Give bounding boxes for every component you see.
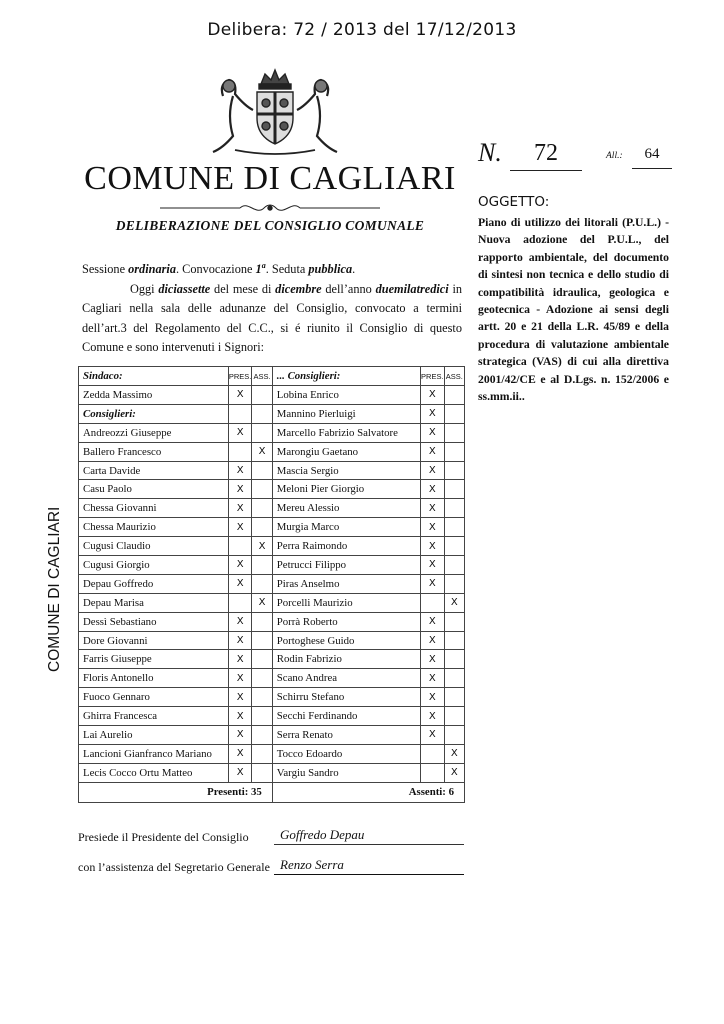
table-row	[79, 386, 465, 405]
table-row	[79, 480, 465, 499]
n-label: N.	[478, 138, 502, 167]
absence-mark	[444, 612, 464, 631]
absence-mark	[252, 726, 272, 745]
presence-mark	[421, 763, 445, 782]
member-name: Lai Aurelio	[79, 726, 229, 745]
absence-mark	[252, 574, 272, 593]
table-header-row	[79, 367, 465, 386]
attendance-table	[78, 366, 465, 803]
presenti-total: Presenti: 35	[79, 782, 273, 802]
presence-mark: X	[228, 763, 252, 782]
member-name: Serra Renato	[272, 726, 420, 745]
member-name: Cugusi Giorgio	[79, 556, 229, 575]
absence-mark	[252, 612, 272, 631]
ass-header: ASS.	[252, 367, 272, 386]
absence-mark	[252, 386, 272, 405]
absence-mark	[444, 688, 464, 707]
member-name: Murgia Marco	[272, 518, 420, 537]
presence-mark: X	[421, 631, 445, 650]
member-name: Schirru Stefano	[272, 688, 420, 707]
member-name: Casu Paolo	[79, 480, 229, 499]
member-name: Mannino Pierluigi	[272, 404, 420, 423]
presiede-label: Presiede il Presidente del Consiglio	[78, 830, 249, 844]
member-name: Marongiu Gaetano	[272, 442, 420, 461]
presence-mark: X	[421, 726, 445, 745]
member-name: Carta Davide	[79, 461, 229, 480]
pres-header: PRES.	[228, 367, 252, 386]
absence-mark: X	[444, 744, 464, 763]
deliberation-number: 72	[534, 140, 558, 166]
presence-mark: X	[228, 461, 252, 480]
presence-mark: X	[228, 612, 252, 631]
presence-mark: X	[421, 556, 445, 575]
member-name: Perra Raimondo	[272, 537, 420, 556]
member-name: Mereu Alessio	[272, 499, 420, 518]
presence-mark: X	[421, 423, 445, 442]
presence-mark	[228, 537, 252, 556]
session-intro	[82, 256, 462, 358]
presence-mark: X	[421, 707, 445, 726]
absence-mark	[252, 556, 272, 575]
absence-mark	[444, 537, 464, 556]
presence-mark: X	[228, 574, 252, 593]
member-name: Secchi Ferdinando	[272, 707, 420, 726]
presence-mark: X	[421, 537, 445, 556]
deliberazione-subtitle: DELIBERAZIONE DEL CONSIGLIO COMUNALE	[115, 218, 425, 233]
pres-header: PRES.	[421, 367, 445, 386]
segretario-name: Renzo Serra	[280, 857, 344, 872]
absence-mark	[252, 499, 272, 518]
absence-mark	[252, 744, 272, 763]
consiglieri-header: ... Consiglieri:	[272, 367, 420, 386]
table-row	[79, 744, 465, 763]
presence-mark	[228, 593, 252, 612]
member-name: Meloni Pier Giorgio	[272, 480, 420, 499]
table-row	[79, 612, 465, 631]
member-name: Mascia Sergio	[272, 461, 420, 480]
table-row	[79, 688, 465, 707]
member-name: Dessì Sebastiano	[79, 612, 229, 631]
member-name: Marcello Fabrizio Salvatore	[272, 423, 420, 442]
table-row	[79, 763, 465, 782]
presence-mark: X	[228, 631, 252, 650]
presence-mark: X	[421, 461, 445, 480]
absence-mark	[444, 669, 464, 688]
oggetto-text: Piano di utilizzo dei litorali (P.U.L.) - Nuova adozione del P.U.L., del rapporto ambientale, del documento di sintesi non tecnica e dello studio di compatibilità idraulica, geologica e geotecnica - Adozione ai sensi degli artt. 20 e 21 della L.R. 45/89 e della procedura di valutazione ambientale strategica (VAS) di cui alla direttiva 2001/42/CE e al D.Lgs. n. 152/2006 e ss.mm.ii..	[478, 216, 669, 404]
member-name: Rodin Fabrizio	[272, 650, 420, 669]
absence-mark	[444, 650, 464, 669]
allegati-label: All.:	[606, 151, 623, 161]
n-underline	[510, 170, 582, 171]
member-name: Chessa Maurizio	[79, 518, 229, 537]
member-name: Dore Giovanni	[79, 631, 229, 650]
member-name: Porcelli Maurizio	[272, 593, 420, 612]
segretario-row	[78, 857, 344, 875]
member-name: Cugusi Claudio	[79, 537, 229, 556]
member-name: Porrà Roberto	[272, 612, 420, 631]
absence-mark	[444, 518, 464, 537]
cagliari-coat-of-arms-icon	[205, 66, 345, 160]
member-name: Depau Goffredo	[79, 574, 229, 593]
absence-mark	[252, 688, 272, 707]
absence-mark	[252, 423, 272, 442]
member-name: Floris Antonello	[79, 669, 229, 688]
member-name: Portoghese Guido	[272, 631, 420, 650]
table-row	[79, 461, 465, 480]
sindaco-header: Sindaco:	[79, 367, 229, 386]
absence-mark	[252, 404, 272, 423]
absence-mark	[252, 480, 272, 499]
absence-mark	[252, 461, 272, 480]
member-name: Ballero Francesco	[79, 442, 229, 461]
absence-mark: X	[444, 763, 464, 782]
absence-mark	[252, 669, 272, 688]
presence-mark: X	[421, 669, 445, 688]
vertical-side-label: COMUNE DI CAGLIARI	[46, 506, 63, 672]
absence-mark	[252, 650, 272, 669]
table-row	[79, 518, 465, 537]
table-row	[79, 499, 465, 518]
member-name: Ghirra Francesca	[79, 707, 229, 726]
table-row	[79, 442, 465, 461]
presence-mark: X	[421, 612, 445, 631]
presence-mark: X	[228, 499, 252, 518]
table-row	[79, 537, 465, 556]
presence-mark: X	[228, 556, 252, 575]
member-name: Lancioni Gianfranco Mariano	[79, 744, 229, 763]
presence-mark	[228, 442, 252, 461]
assenti-total: Assenti: 6	[272, 782, 464, 802]
consiglieri-section-label: Consiglieri:	[79, 404, 229, 423]
table-row	[79, 726, 465, 745]
member-name: Piras Anselmo	[272, 574, 420, 593]
presence-mark: X	[421, 499, 445, 518]
absence-mark	[444, 423, 464, 442]
presence-mark: X	[421, 688, 445, 707]
absence-mark	[252, 707, 272, 726]
member-name: Scano Andrea	[272, 669, 420, 688]
oggetto-label: OGGETTO:	[478, 194, 550, 210]
presence-mark: X	[228, 650, 252, 669]
absence-mark	[444, 556, 464, 575]
presence-mark: X	[228, 518, 252, 537]
member-name: Lobina Enrico	[272, 386, 420, 405]
absence-mark: X	[252, 593, 272, 612]
absence-mark	[252, 631, 272, 650]
absence-mark	[444, 574, 464, 593]
member-name: Depau Marisa	[79, 593, 229, 612]
absence-mark	[444, 499, 464, 518]
presence-mark: X	[228, 726, 252, 745]
presence-mark: X	[421, 574, 445, 593]
table-row	[79, 631, 465, 650]
presence-mark: X	[228, 688, 252, 707]
presiede-name: Goffredo Depau	[280, 827, 365, 842]
presence-mark: X	[228, 480, 252, 499]
presence-mark: X	[228, 707, 252, 726]
allegati-underline	[632, 168, 672, 169]
date-line: Oggi diciassette del mese di dicembre dell’anno duemilatredici in Cagliari nella sala delle adunanze del Consiglio, convocato a termini dell’art.3 del Regolamento del C.C., si é riunito il Consiglio di questo Comune e sono intervenuti i Signori:	[82, 281, 463, 355]
absence-mark	[444, 404, 464, 423]
absence-mark	[444, 386, 464, 405]
member-name: Lecis Cocco Ortu Matteo	[79, 763, 229, 782]
table-row	[79, 556, 465, 575]
absence-mark	[444, 442, 464, 461]
absence-mark	[444, 461, 464, 480]
table-row	[79, 404, 465, 423]
presence-mark	[421, 744, 445, 763]
comune-title: COMUNE DI CAGLIARI	[84, 160, 456, 197]
absence-mark	[444, 631, 464, 650]
table-row	[79, 707, 465, 726]
ass-header: ASS.	[444, 367, 464, 386]
absence-mark	[252, 763, 272, 782]
member-name: Petrucci Filippo	[272, 556, 420, 575]
table-row	[79, 669, 465, 688]
presence-mark: X	[228, 423, 252, 442]
presence-mark	[421, 593, 445, 612]
table-row	[79, 650, 465, 669]
member-name: Vargiu Sandro	[272, 763, 420, 782]
member-name: Fuoco Gennaro	[79, 688, 229, 707]
member-name: Tocco Edoardo	[272, 744, 420, 763]
totals-row	[79, 782, 465, 802]
table-row	[79, 423, 465, 442]
absence-mark: X	[252, 442, 272, 461]
presiede-row	[78, 827, 365, 845]
presence-mark: X	[421, 404, 445, 423]
table-row	[79, 574, 465, 593]
decorative-flourish-icon	[160, 200, 380, 216]
member-name: Zedda Massimo	[79, 386, 229, 405]
allegati-count: 64	[644, 146, 660, 162]
absence-mark	[444, 480, 464, 499]
presence-mark: X	[228, 744, 252, 763]
delibera-number-header: Delibera: 72 / 2013 del 17/12/2013	[207, 20, 517, 40]
member-name: Chessa Giovanni	[79, 499, 229, 518]
segretario-label: con l’assistenza del Segretario Generale	[78, 860, 270, 874]
member-name: Farris Giuseppe	[79, 650, 229, 669]
absence-mark: X	[444, 593, 464, 612]
presiede-signature-line	[274, 827, 464, 845]
segretario-signature-line	[274, 857, 464, 875]
presence-mark: X	[421, 386, 445, 405]
absence-mark: X	[252, 537, 272, 556]
member-name: Andreozzi Giuseppe	[79, 423, 229, 442]
presence-mark	[228, 404, 252, 423]
presence-mark: X	[421, 442, 445, 461]
session-line: Sessione ordinaria. Convocazione 1$^a$. Seduta pubblica.	[82, 261, 356, 277]
absence-mark	[444, 707, 464, 726]
absence-mark	[444, 726, 464, 745]
presence-mark: X	[421, 650, 445, 669]
table-row	[79, 593, 465, 612]
presence-mark: X	[228, 386, 252, 405]
absence-mark	[252, 518, 272, 537]
presence-mark: X	[421, 480, 445, 499]
presence-mark: X	[421, 518, 445, 537]
presence-mark: X	[228, 669, 252, 688]
